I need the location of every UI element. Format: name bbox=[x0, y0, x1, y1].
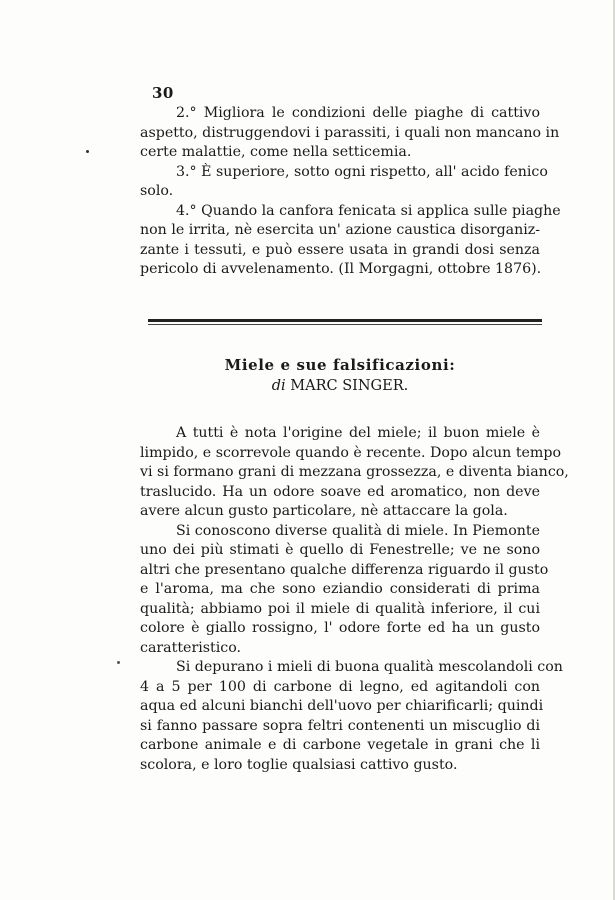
text-line: scolora, e loro toglie qualsiasi cattivo gusto. bbox=[140, 756, 458, 773]
paragraph bbox=[140, 104, 560, 163]
text-line: caratteristico. bbox=[140, 639, 242, 656]
text-line: 2.° Migliora le condizioni delle piaghe di cattivo bbox=[176, 105, 540, 121]
text-line: vi si formano grani di mezzana grossezza, e diventa bianco, bbox=[140, 464, 569, 480]
page-number: 30 bbox=[152, 84, 174, 102]
article-body bbox=[140, 424, 569, 775]
text-line: si fanno passare sopra feltri contenenti un miscuglio di bbox=[140, 717, 540, 734]
text-line: avere alcun gusto particolare, nè attaccare la gola. bbox=[140, 503, 508, 519]
text-line: zante i tessuti, e può essere usata in grandi dosi senza bbox=[140, 241, 540, 258]
section-divider-thin bbox=[148, 324, 542, 325]
text-line: e l'aroma, ma che sono eziandio considerati di prima bbox=[140, 581, 540, 597]
text-line: Si depurano i mieli di buona qualità mescolandoli con bbox=[176, 659, 563, 675]
article-byline bbox=[140, 378, 540, 394]
text-line: A tutti è nota l'origine del miele; il buon miele è bbox=[176, 425, 540, 441]
text-line: qualità; abbiamo poi il miele di qualità inferiore, il cui bbox=[140, 600, 540, 617]
text-line: 4 a 5 per 100 di carbone di legno, ed agitandoli con bbox=[140, 678, 540, 695]
paragraph bbox=[140, 163, 548, 202]
text-line: solo. bbox=[140, 183, 174, 199]
paragraph bbox=[140, 424, 569, 522]
text-line: traslucido. Ha un odore soave ed aromatico, non deve bbox=[140, 483, 540, 500]
paragraph bbox=[140, 202, 561, 280]
byline-prefix: di bbox=[271, 378, 286, 394]
text-line: uno dei più stimati è quello di Fenestrelle; ve ne sono bbox=[140, 542, 540, 558]
text-line: limpido, e scorrevole quando è recente. Dopo alcun tempo bbox=[140, 444, 562, 461]
ink-speck bbox=[86, 150, 89, 153]
text-line: pericolo di avvelenamento. (Il Morgagni, ottobre 1876). bbox=[140, 261, 542, 277]
author-name: MARC SINGER. bbox=[290, 378, 409, 394]
paragraph bbox=[140, 658, 563, 775]
text-line: altri che presentano qualche differenza riguardo il gusto bbox=[140, 561, 549, 578]
text-line: aspetto, distruggendovi i parassiti, i quali non mancano in bbox=[140, 124, 560, 141]
text-line: aqua ed alcuni bianchi dell'uovo per chiarificarli; quindi bbox=[140, 698, 544, 714]
text-line: certe malattie, come nella setticemia. bbox=[140, 144, 412, 160]
text-line: Si conoscono diverse qualità di miele. In Piemonte bbox=[176, 522, 540, 539]
text-line: 3.° È superiore, sotto ogni rispetto, all' acido fenico bbox=[176, 163, 548, 180]
ink-speck bbox=[117, 661, 120, 664]
section-divider-thick bbox=[148, 319, 542, 322]
text-line: colore è giallo rossigno, l' odore forte ed ha un gusto bbox=[140, 620, 540, 636]
text-line: non le irrita, nè esercita un' azione caustica disorganiz- bbox=[140, 222, 541, 238]
article-title: Miele e sue falsificazioni: bbox=[224, 356, 456, 374]
top-text-block bbox=[140, 104, 561, 280]
text-line: 4.° Quando la canfora fenicata si applica sulle piaghe bbox=[176, 202, 561, 219]
text-line: carbone animale e di carbone vegetale in grani che li bbox=[140, 737, 540, 753]
paragraph bbox=[140, 522, 549, 659]
